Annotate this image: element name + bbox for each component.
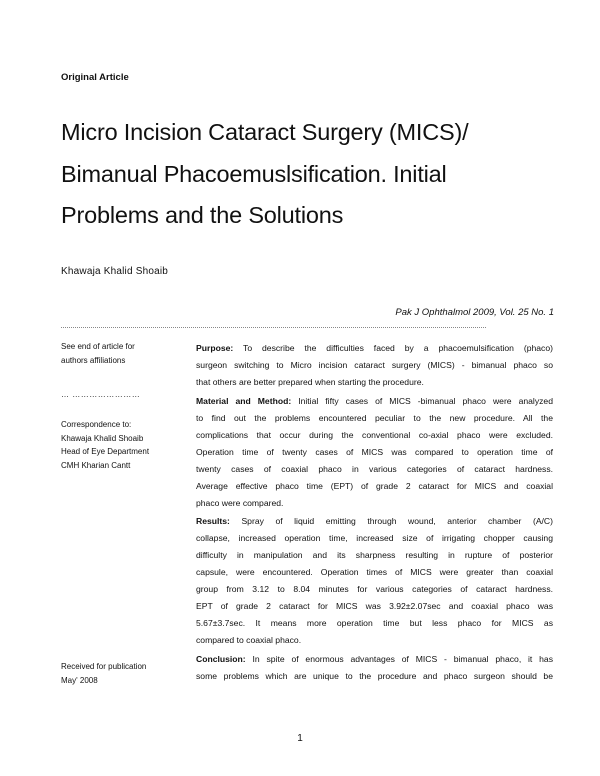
title-line: Problems and the Solutions [61,202,344,228]
abstract-line-text: Initial fifty cases of MICS -bimanual phaco were analyzed [298,395,553,406]
sidebar-separator: … …………………… [61,390,141,399]
abstract-line: complications that occur during the conventional co-axial phaco were excluded. [196,429,553,440]
title-line: Bimanual Phacoemuslsification. Initial [61,160,447,187]
received-label: Received for publication [61,662,147,671]
abstract-line: phaco were compared. [196,497,284,508]
method-heading: Material and Method: [196,395,292,406]
abstract-line: to find out the problems encountered peculiar to the new procedure. All the [196,412,553,423]
affiliations-note [61,340,135,367]
abstract-line: some problems which are unique to the procedure and phaco surgeon should be [196,670,553,681]
article-title [61,112,561,237]
abstract-line [196,340,553,357]
correspondence-name: Khawaja Khalid Shoaib [61,433,144,443]
title-line: Micro Incision Cataract Surgery (MICS)/ [61,119,469,145]
abstract-line: group from 3.12 to 8.04 minutes for various categories of cataract hardness. [196,584,553,594]
abstract [196,340,553,686]
abstract-line: Operation time of twenty cases of MICS was compared to operation time of [196,446,553,457]
abstract-line-text: Spray of liquid emitting through wound, anterior chamber (A/C) [241,516,554,526]
abstract-line-text: To describe the difficulties faced by a phacoemulsification (phaco) [243,343,553,353]
page-number: 1 [297,733,303,744]
abstract-method [196,393,553,512]
abstract-line: surgeon switching to Micro incision cataract surgery (MICS) - bimanual phaco so [196,360,553,370]
affiliations-line: authors affiliations [61,355,126,365]
abstract-results [196,513,553,649]
correspondence-department: Head of Eye Department [61,447,150,456]
purpose-heading: Purpose: [196,343,234,353]
abstract-line: that others are better prepared when starting the procedure. [196,377,424,387]
abstract-line: twenty cases of coaxial phaco in various categories of cataract hardness. [196,463,553,474]
abstract-line: Average effective phaco time (EPT) of grade 2 cataract for MICS and coaxial [196,480,553,491]
affiliations-line: See end of article for [61,342,135,351]
correspondence-label: Correspondence to: [61,420,132,429]
results-heading: Results: [196,516,230,526]
abstract-line: collapse, increased operation time, increased size of irrigating chopper causing [196,533,553,543]
correspondence-place: CMH Kharian Cantt [61,460,131,470]
abstract-line: difficulty in manipulation and its sharpness resulting in rupture of posterior [196,550,553,560]
abstract-line-text: In spite of enormous advantages of MICS - bimanual phaco, it has [252,653,553,664]
abstract-line: compared to coaxial phaco. [196,635,302,645]
journal-citation: Pak J Ophthalmol 2009, Vol. 25 No. 1 [395,307,554,318]
abstract-purpose [196,340,553,391]
dotted-divider [61,327,486,328]
abstract-conclusion [196,651,553,685]
abstract-line [196,651,553,668]
abstract-line: 5.67±3.7sec. It means more operation time but less phaco for MICS as [196,618,553,628]
received-date: May' 2008 [61,675,98,685]
conclusion-heading: Conclusion: [196,653,246,664]
abstract-line [196,513,553,530]
author-name: Khawaja Khalid Shoaib [61,266,169,277]
abstract-line: capsule, were encountered. Operation times of MICS were greater than coaxial [196,567,553,577]
abstract-line: EPT of grade 2 cataract for MICS was 3.92±2.07sec and coaxial phaco was [196,601,553,611]
received-block [61,660,146,687]
article-type-label: Original Article [61,72,129,83]
correspondence-block [61,418,149,472]
abstract-line [196,393,553,410]
